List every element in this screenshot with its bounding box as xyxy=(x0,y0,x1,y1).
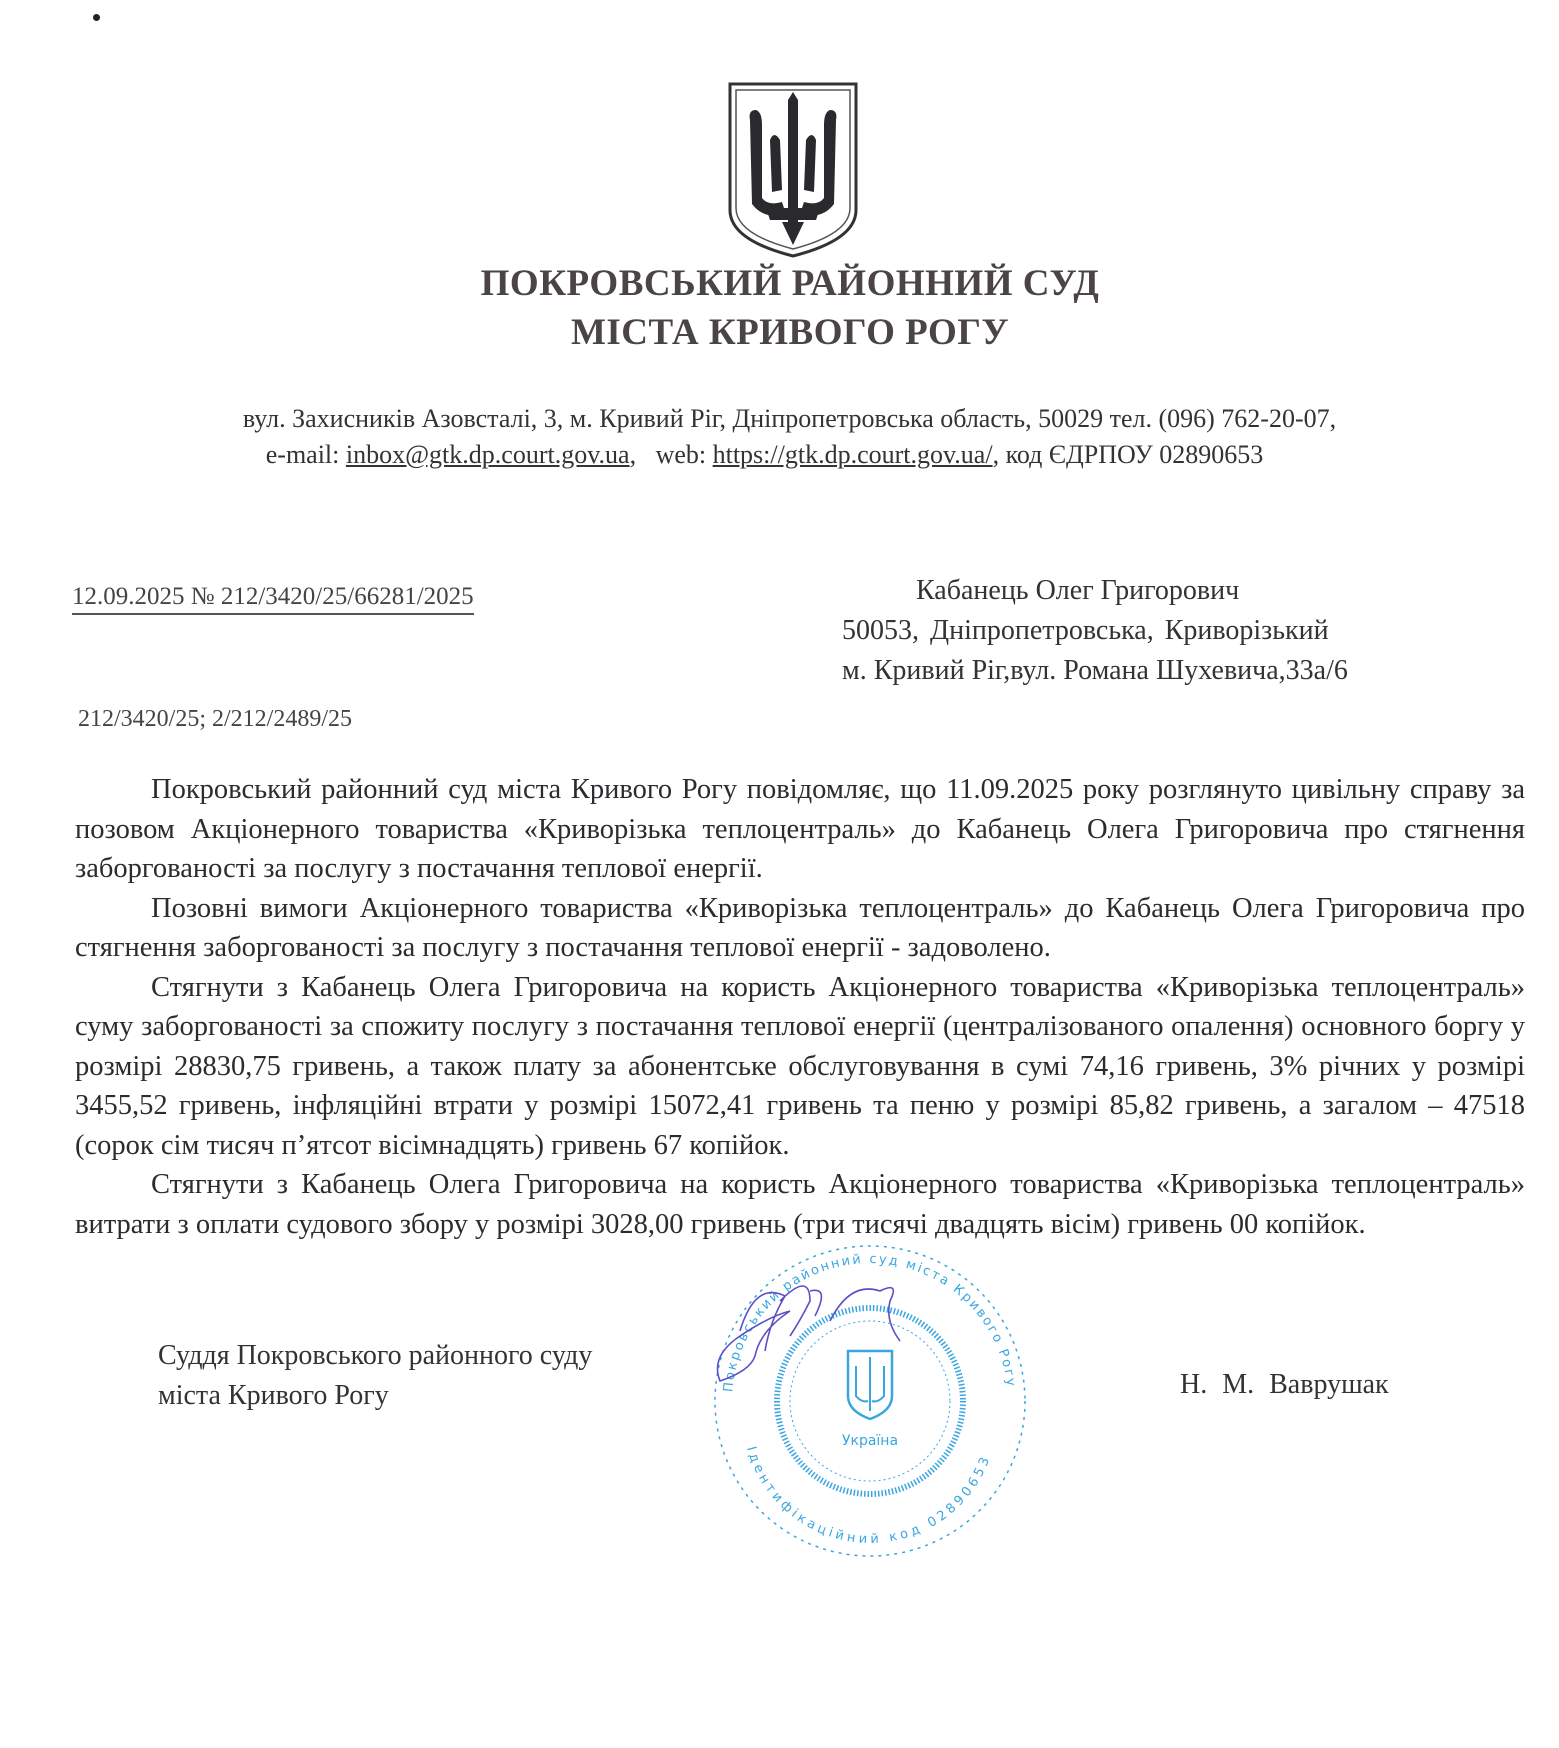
web-link[interactable]: https://gtk.dp.court.gov.ua/ xyxy=(712,440,993,469)
judge-position-line1: Суддя Покровського районного суду xyxy=(158,1340,593,1371)
recipient-address-1: 50053, Дніпропетровська, Криворізький xyxy=(842,615,1329,646)
court-contacts: e-mail: inbox@gtk.dp.court.gov.ua, web: https://gtk.dp.court.gov.ua/, код ЄДРПОУ 02890653 xyxy=(265,440,1264,469)
coat-of-arms-icon xyxy=(726,80,860,260)
seal-inner-text: Ідентифікаційний код 02890653 xyxy=(743,1444,993,1547)
edrpou-code: , код ЄДРПОУ 02890653 xyxy=(992,440,1264,469)
case-numbers: 212/3420/25; 2/212/2489/25 xyxy=(78,706,353,732)
judge-position-line2: міста Кривого Рогу xyxy=(158,1380,389,1411)
judge-name: Н. М. Ваврушак xyxy=(1180,1369,1389,1400)
court-address: вул. Захисників Азовсталі, 3, м. Кривий Ріг, Дніпропетровська область, 50029 тел. (096) 762-20-07, xyxy=(242,404,1337,433)
signature-scribble xyxy=(718,1286,901,1381)
email-link[interactable]: inbox@gtk.dp.court.gov.ua xyxy=(345,440,630,469)
recipient-address-2: м. Кривий Ріг,вул. Романа Шухевича,33а/6 xyxy=(842,655,1348,686)
email-label: e-mail: xyxy=(265,440,340,469)
seal-outer-text: Покровський районний суд міста Кривого Рогу xyxy=(721,1251,1019,1393)
court-name-line2: МІСТА КРИВОГО РОГУ xyxy=(570,312,1010,353)
signature-block xyxy=(75,1251,1525,1666)
outgoing-number: 12.09.2025 № 212/3420/25/66281/2025 xyxy=(72,582,474,615)
letter-body xyxy=(75,770,1525,1244)
body-paragraph: Стягнути з Кабанець Олега Григоровича на користь Акціонерного товариства «Криворізька теплоцентраль» витрати з оплати судового збору у розмірі 3028,00 гривень (три тисячі двадцять вісім) гривень 00 копійок. xyxy=(75,1169,1525,1240)
body-paragraph: Позовні вимоги Акціонерного товариства «Криворізька теплоцентраль» до Кабанець Олега Григоровича про стягнення заборгованості за послугу з постачання теплової енергії - задоволено. xyxy=(75,892,1525,963)
body-paragraph: Покровський районний суд міста Кривого Рогу повідомляє, що 11.09.2025 року розглянуто цивільну справу за позовом Акціонерного товариства «Криворізька теплоцентраль» до Кабанець Олега Григоровича про стягнення заборгованості за послугу з постачання теплової енергії. xyxy=(75,774,1525,884)
web-label: web: xyxy=(655,440,707,469)
recipient-name: Кабанець Олег Григорович xyxy=(916,575,1240,606)
seal-country: Україна xyxy=(841,1433,899,1449)
judge-position xyxy=(158,1336,592,1416)
body-paragraph: Стягнути з Кабанець Олега Григоровича на користь Акціонерного товариства «Криворізька теплоцентраль» суму заборгованості за спожиту послугу з постачання теплової енергії (централізованого опалення) основного боргу у розмірі 28830,75 гривень, а також плату за абонентське обслуговування в сумі 74,16 гривень, 3% річних у розмірі 3455,52 гривень, інфляційні втрати у розмірі 15072,41 гривень та пеню у розмірі 85,82 гривень, а загалом – 47518 (сорок сім тисяч п’ятсот вісімнадцять) гривень 67 копійок. xyxy=(75,971,1525,1161)
court-seal xyxy=(700,1241,1040,1561)
court-name-line1: ПОКРОВСЬКИЙ РАЙОННИЙ СУД xyxy=(480,263,1100,304)
scan-speck xyxy=(93,14,100,21)
letter-content xyxy=(75,770,1525,1666)
